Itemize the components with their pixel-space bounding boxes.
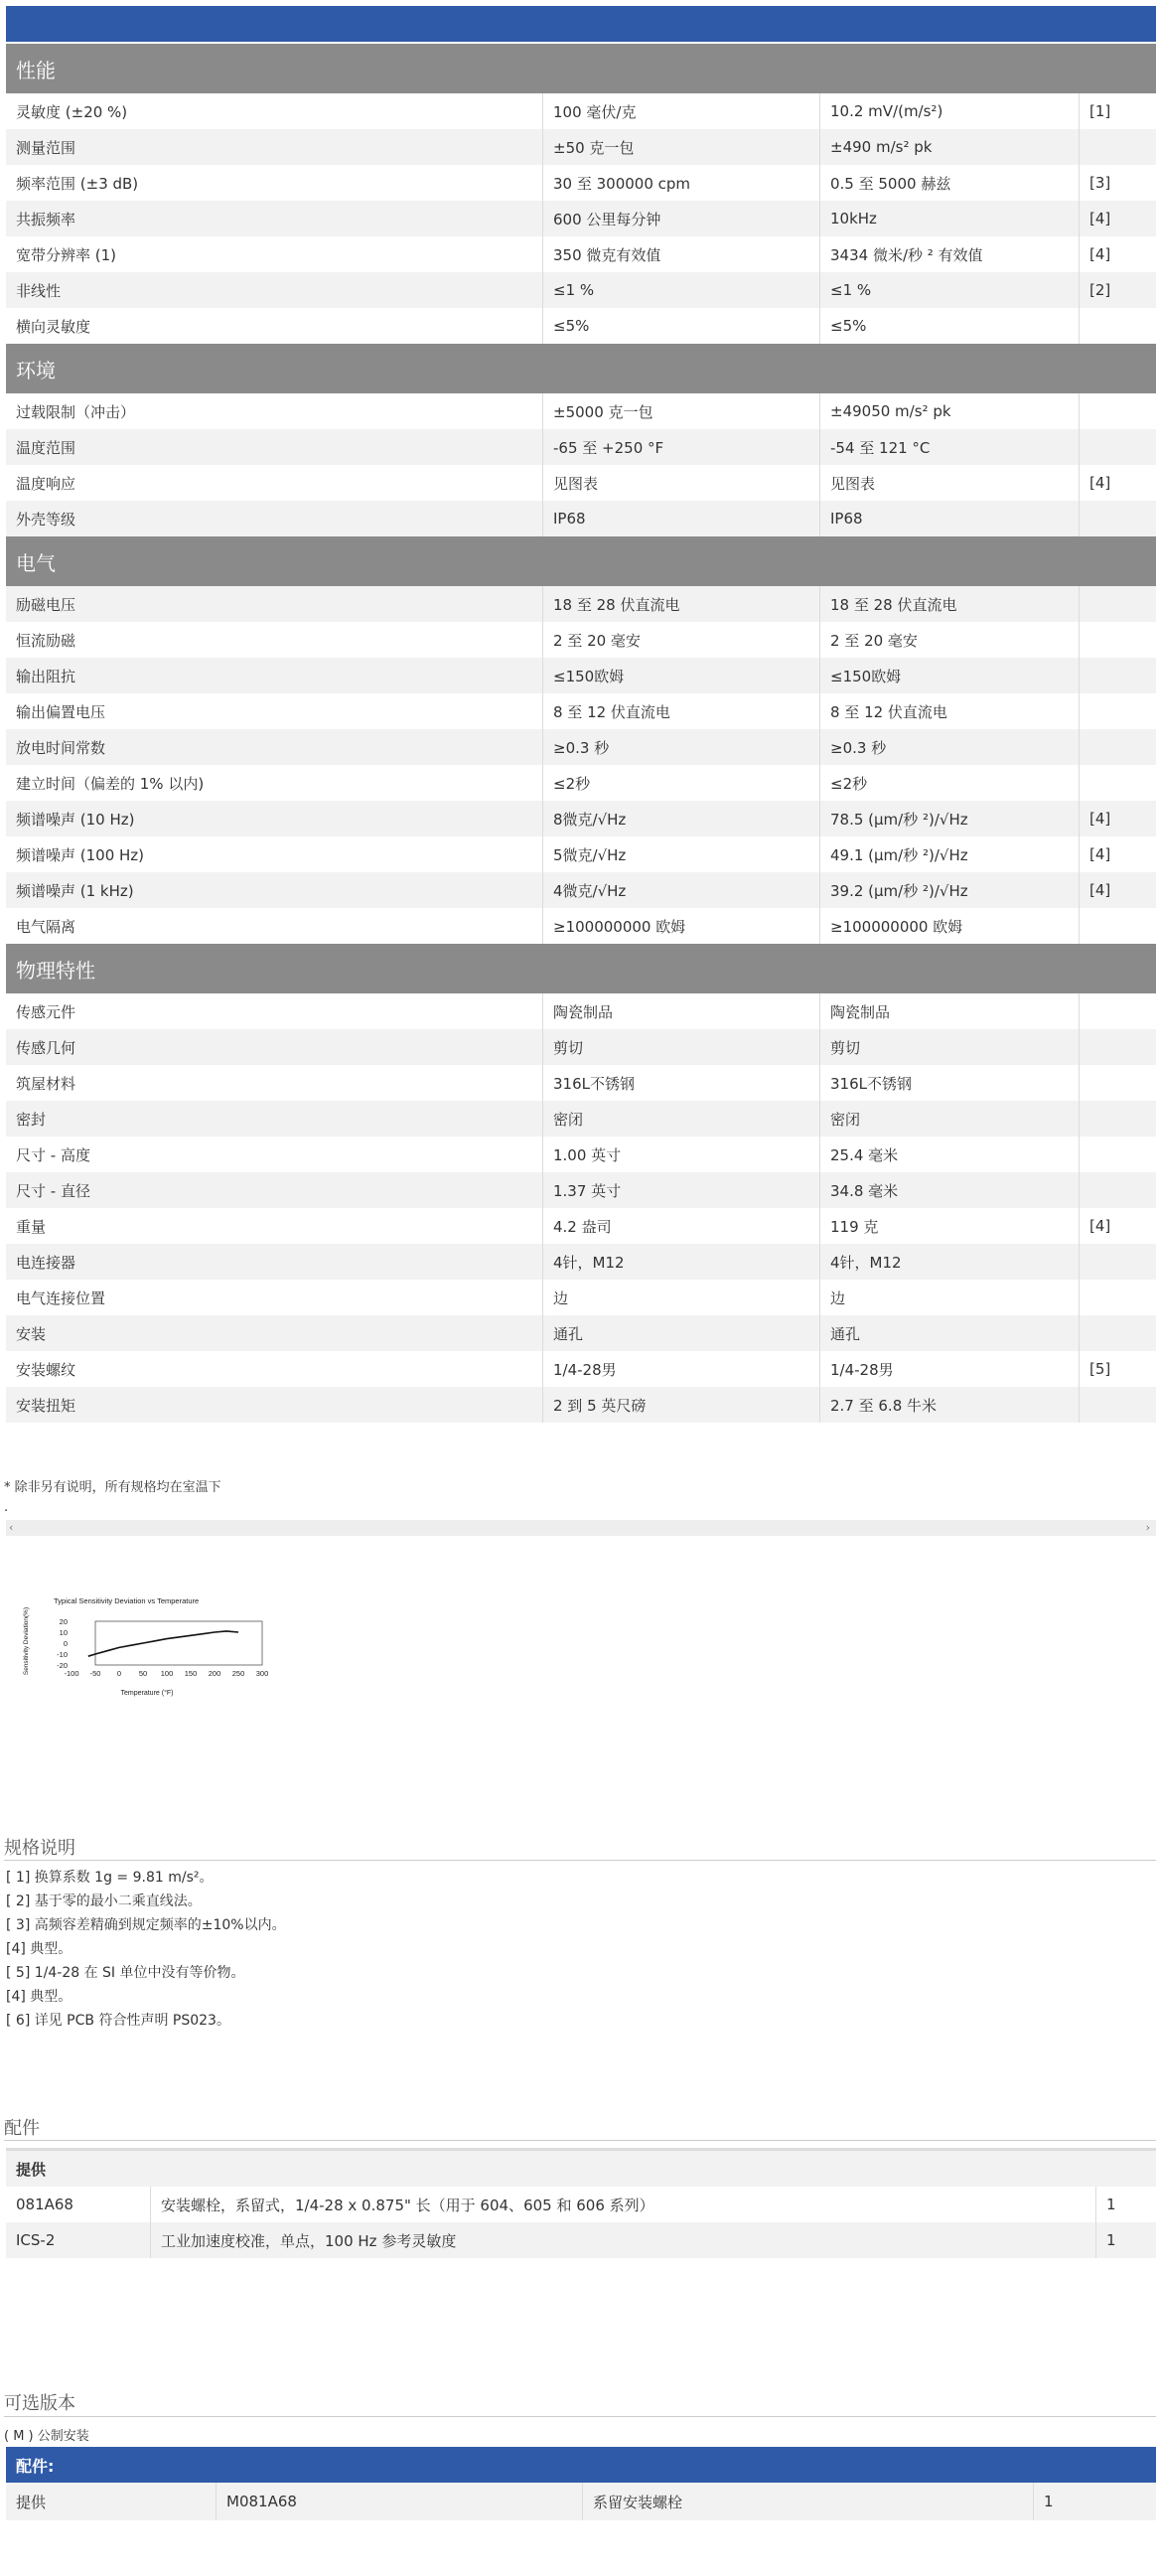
- spec-value-si: IP68: [820, 501, 1080, 536]
- part-number[interactable]: 081A68: [6, 2187, 151, 2222]
- spec-value-si: 0.5 至 5000 赫兹: [820, 165, 1080, 201]
- table-row: [6, 129, 1156, 165]
- table-row: [6, 1172, 1156, 1208]
- note-item: [4] 典型。: [6, 1941, 72, 1957]
- spec-value-si: 密闭: [820, 1101, 1080, 1136]
- part-description: 工业加速度校准，单点，100 Hz 参考灵敏度: [151, 2222, 1096, 2258]
- note-item: [ 5] 1/4-28 在 SI 单位中没有等价物。: [6, 1965, 245, 1981]
- spec-value-si: 2.7 至 6.8 牛米: [820, 1387, 1080, 1423]
- spec-label: 宽带分辨率 (1): [6, 236, 543, 272]
- section-title: 电气: [6, 536, 1156, 586]
- note-item: [ 6] 详见 PCB 符合性声明 PS023。: [6, 2013, 230, 2029]
- table-row: [6, 165, 1156, 201]
- y-tick-label: 10: [59, 1628, 68, 1637]
- spec-note-ref: [4]: [1080, 201, 1157, 236]
- spec-value-si: 119 克: [820, 1208, 1080, 1244]
- spec-value-si: -54 至 121 °C: [820, 429, 1080, 465]
- spec-value-si: 49.1 (μm/秒 ²)/√Hz: [820, 836, 1080, 872]
- temperature-chart: [14, 1590, 282, 1729]
- spec-note-ref: [1080, 1029, 1157, 1065]
- spec-value-imperial: 2 到 5 英尺磅: [543, 1387, 820, 1423]
- spec-note-ref: [1]: [1080, 93, 1157, 129]
- spec-value-imperial: 4.2 盎司: [543, 1208, 820, 1244]
- table-row: [6, 236, 1156, 272]
- table-row: [6, 836, 1156, 872]
- spec-note-ref: [1080, 393, 1157, 429]
- section-header: [6, 944, 1156, 993]
- accessories-table: [6, 2148, 1156, 2258]
- option-description: 系留安装螺栓: [583, 2483, 1034, 2520]
- x-tick-label: 300: [255, 1669, 269, 1678]
- y-axis-label: Sensitivity Deviation(%): [23, 1606, 30, 1676]
- spec-value-imperial: 30 至 300000 cpm: [543, 165, 820, 201]
- top-accent-bar: [6, 6, 1156, 42]
- part-qty: 1: [1096, 2187, 1157, 2222]
- spec-value-imperial: IP68: [543, 501, 820, 536]
- section-header: [6, 536, 1156, 586]
- spec-label: 温度响应: [6, 465, 543, 501]
- option-part-number[interactable]: M081A68: [217, 2483, 583, 2520]
- table-row: [6, 801, 1156, 836]
- x-tick-label: -100: [64, 1669, 79, 1678]
- spec-note-ref: [4]: [1080, 872, 1157, 908]
- spec-label: 传感几何: [6, 1029, 543, 1065]
- spec-value-si: 34.8 毫米: [820, 1172, 1080, 1208]
- spec-label: 灵敏度 (±20 %): [6, 93, 543, 129]
- spec-value-imperial: 2 至 20 毫安: [543, 622, 820, 658]
- spec-label: 频谱噪声 (10 Hz): [6, 801, 543, 836]
- section-title: 环境: [6, 344, 1156, 393]
- spec-note-ref: [1080, 729, 1157, 765]
- spec-value-si: 10kHz: [820, 201, 1080, 236]
- table-row: [6, 501, 1156, 536]
- spec-note-ref: [1080, 1101, 1157, 1136]
- table-row: [6, 308, 1156, 344]
- spec-note-ref: [4]: [1080, 836, 1157, 872]
- y-tick-label: 20: [59, 1617, 68, 1626]
- spec-value-imperial: 8 至 12 伏直流电: [543, 693, 820, 729]
- note-item: [ 2] 基于零的最小二乘直线法。: [6, 1894, 202, 1909]
- note-item: [ 1] 换算系数 1g = 9.81 m/s²。: [6, 1870, 214, 1886]
- spec-value-si: 25.4 毫米: [820, 1136, 1080, 1172]
- spec-value-si: 39.2 (μm/秒 ²)/√Hz: [820, 872, 1080, 908]
- section-title: 物理特性: [6, 944, 1156, 993]
- spec-value-imperial: 见图表: [543, 465, 820, 501]
- spec-label: 筑屋材料: [6, 1065, 543, 1101]
- table-row: [6, 393, 1156, 429]
- x-axis-label: Temperature (°F): [120, 1690, 174, 1697]
- spec-note-ref: [1080, 1136, 1157, 1172]
- option-cell: 提供: [6, 2483, 217, 2520]
- spec-value-si: 316L不锈钢: [820, 1065, 1080, 1101]
- spec-label: 传感元件: [6, 993, 543, 1029]
- spec-value-imperial: 陶瓷制品: [543, 993, 820, 1029]
- note-item: [ 3] 高频容差精确到规定频率的±10%以内。: [6, 1917, 286, 1933]
- spec-note-ref: [5]: [1080, 1351, 1157, 1387]
- table-row: [6, 1208, 1156, 1244]
- table-row: [6, 1387, 1156, 1423]
- spec-value-imperial: 18 至 28 伏直流电: [543, 586, 820, 622]
- spec-label: 横向灵敏度: [6, 308, 543, 344]
- spec-label: 安装: [6, 1315, 543, 1351]
- options-table: [6, 2447, 1156, 2520]
- table-row: [6, 693, 1156, 729]
- spec-note-ref: [1080, 993, 1157, 1029]
- table-row: [6, 1029, 1156, 1065]
- spec-note-ref: [1080, 693, 1157, 729]
- divider: [4, 2140, 1156, 2141]
- spec-note-ref: [1080, 908, 1157, 944]
- x-tick-label: 0: [116, 1669, 122, 1678]
- spec-note-ref: [1080, 129, 1157, 165]
- spec-value-imperial: 1.00 英寸: [543, 1136, 820, 1172]
- divider: [4, 2416, 1156, 2417]
- spec-value-si: 剪切: [820, 1029, 1080, 1065]
- option-qty: 1: [1034, 2483, 1157, 2520]
- spec-label: 安装螺纹: [6, 1351, 543, 1387]
- spec-value-si: 通孔: [820, 1315, 1080, 1351]
- spec-note-ref: [1080, 429, 1157, 465]
- part-description: 安装螺栓，系留式，1/4-28 x 0.875" 长（用于 604、605 和 606 系列）: [151, 2187, 1096, 2222]
- spec-value-si: 边: [820, 1280, 1080, 1315]
- spec-value-imperial: 1/4-28男: [543, 1351, 820, 1387]
- spec-value-imperial: 350 微克有效值: [543, 236, 820, 272]
- spec-label: 频率范围 (±3 dB): [6, 165, 543, 201]
- table-row: [6, 93, 1156, 129]
- spec-value-imperial: 剪切: [543, 1029, 820, 1065]
- spec-label: 密封: [6, 1101, 543, 1136]
- spec-notes-title: 规格说明: [4, 1838, 75, 1859]
- spec-value-imperial: ≤150欧姆: [543, 658, 820, 693]
- spec-label: 建立时间（偏差的 1% 以内): [6, 765, 543, 801]
- spec-note-ref: [2]: [1080, 272, 1157, 308]
- table-row: [6, 1315, 1156, 1351]
- table-row: [6, 993, 1156, 1029]
- spec-label: 共振频率: [6, 201, 543, 236]
- note-item: [4] 典型。: [6, 1989, 72, 2005]
- y-tick-label: -10: [57, 1650, 68, 1659]
- x-tick-label: 200: [208, 1669, 221, 1678]
- horizontal-scrollbar[interactable]: [6, 1520, 1156, 1536]
- spec-value-imperial: ≤2秒: [543, 765, 820, 801]
- spec-value-si: 3434 微米/秒 ² 有效值: [820, 236, 1080, 272]
- table-row: [6, 1101, 1156, 1136]
- table-row: [6, 729, 1156, 765]
- table-row: [6, 2222, 1156, 2258]
- options-header: 配件:: [6, 2447, 1156, 2483]
- x-tick-label: 150: [184, 1669, 198, 1678]
- spec-note-ref: [1080, 501, 1157, 536]
- spec-value-si: ≤2秒: [820, 765, 1080, 801]
- footnote: * 除非另有说明，所有规格均在室温下: [4, 1480, 221, 1495]
- spec-value-si: 陶瓷制品: [820, 993, 1080, 1029]
- x-tick-label: 100: [160, 1669, 174, 1678]
- spec-value-imperial: 1.37 英寸: [543, 1172, 820, 1208]
- spec-note-ref: [1080, 1065, 1157, 1101]
- spec-note-ref: [1080, 1244, 1157, 1280]
- table-row: [6, 1244, 1156, 1280]
- spec-note-ref: [1080, 1172, 1157, 1208]
- spec-label: 电气连接位置: [6, 1280, 543, 1315]
- spec-value-imperial: -65 至 +250 °F: [543, 429, 820, 465]
- options-subtitle: ( M ) 公制安装: [4, 2429, 89, 2444]
- spec-note-ref: [1080, 622, 1157, 658]
- accessories-header: 提供: [6, 2150, 1156, 2188]
- spec-value-si: ≥0.3 秒: [820, 729, 1080, 765]
- spec-label: 非线性: [6, 272, 543, 308]
- spec-value-imperial: 316L不锈钢: [543, 1065, 820, 1101]
- table-row: [6, 1065, 1156, 1101]
- spec-label: 电气隔离: [6, 908, 543, 944]
- dot-marker: .: [4, 1500, 9, 1515]
- spec-value-imperial: 边: [543, 1280, 820, 1315]
- spec-label: 尺寸 - 直径: [6, 1172, 543, 1208]
- spec-label: 放电时间常数: [6, 729, 543, 765]
- spec-value-si: 见图表: [820, 465, 1080, 501]
- spec-label: 尺寸 - 高度: [6, 1136, 543, 1172]
- table-row: [6, 872, 1156, 908]
- spec-note-ref: [1080, 658, 1157, 693]
- accessories-title: 配件: [4, 2118, 40, 2139]
- spec-value-imperial: 4针，M12: [543, 1244, 820, 1280]
- table-row: [6, 908, 1156, 944]
- spec-value-imperial: ≤1 %: [543, 272, 820, 308]
- spec-value-si: 18 至 28 伏直流电: [820, 586, 1080, 622]
- spec-label: 恒流励磁: [6, 622, 543, 658]
- divider: [4, 1860, 1156, 1861]
- spec-value-si: 8 至 12 伏直流电: [820, 693, 1080, 729]
- y-tick-label: 0: [63, 1639, 68, 1648]
- spec-value-si: ≥100000000 欧姆: [820, 908, 1080, 944]
- spec-value-imperial: ±5000 克一包: [543, 393, 820, 429]
- spec-value-imperial: ≥0.3 秒: [543, 729, 820, 765]
- spec-label: 频谱噪声 (1 kHz): [6, 872, 543, 908]
- series-line: [88, 1631, 238, 1656]
- table-row: [6, 1136, 1156, 1172]
- scroll-left-icon[interactable]: ‹: [9, 1521, 14, 1534]
- spec-value-imperial: ≥100000000 欧姆: [543, 908, 820, 944]
- spec-value-imperial: ±50 克一包: [543, 129, 820, 165]
- spec-value-si: 1/4-28男: [820, 1351, 1080, 1387]
- spec-note-ref: [4]: [1080, 1208, 1157, 1244]
- spec-label: 输出阻抗: [6, 658, 543, 693]
- spec-value-si: 4针，M12: [820, 1244, 1080, 1280]
- table-row: [6, 765, 1156, 801]
- table-row: [6, 586, 1156, 622]
- spec-label: 过载限制（冲击）: [6, 393, 543, 429]
- part-number[interactable]: ICS-2: [6, 2222, 151, 2258]
- y-tick-label: -20: [57, 1661, 68, 1670]
- spec-value-imperial: 8微克/√Hz: [543, 801, 820, 836]
- spec-value-imperial: ≤5%: [543, 308, 820, 344]
- spec-value-imperial: 100 毫伏/克: [543, 93, 820, 129]
- spec-value-si: ≤5%: [820, 308, 1080, 344]
- spec-table: [6, 44, 1156, 1423]
- table-row: [6, 2483, 1156, 2520]
- spec-value-imperial: 4微克/√Hz: [543, 872, 820, 908]
- spec-label: 频谱噪声 (100 Hz): [6, 836, 543, 872]
- spec-value-si: 2 至 20 毫安: [820, 622, 1080, 658]
- spec-note-ref: [1080, 765, 1157, 801]
- spec-note-ref: [1080, 1315, 1157, 1351]
- table-row: [6, 429, 1156, 465]
- spec-value-si: ±49050 m/s² pk: [820, 393, 1080, 429]
- table-row: [6, 658, 1156, 693]
- table-row: [6, 1351, 1156, 1387]
- spec-value-si: ≤1 %: [820, 272, 1080, 308]
- spec-label: 重量: [6, 1208, 543, 1244]
- spec-label: 励磁电压: [6, 586, 543, 622]
- spec-value-imperial: 600 公里每分钟: [543, 201, 820, 236]
- section-header: [6, 344, 1156, 393]
- spec-note-ref: [1080, 586, 1157, 622]
- spec-value-imperial: 5微克/√Hz: [543, 836, 820, 872]
- spec-label: 温度范围: [6, 429, 543, 465]
- spec-notes-list: [6, 1866, 286, 2033]
- x-tick-label: 50: [138, 1669, 148, 1678]
- table-row: [6, 622, 1156, 658]
- spec-note-ref: [1080, 1387, 1157, 1423]
- spec-label: 外壳等级: [6, 501, 543, 536]
- plot-frame: [95, 1621, 262, 1665]
- scroll-right-icon[interactable]: ›: [1145, 1521, 1150, 1534]
- spec-value-imperial: 通孔: [543, 1315, 820, 1351]
- x-tick-label: -50: [89, 1669, 101, 1678]
- spec-value-si: 78.5 (μm/秒 ²)/√Hz: [820, 801, 1080, 836]
- table-row: [6, 465, 1156, 501]
- section-header: [6, 44, 1156, 93]
- spec-note-ref: [4]: [1080, 236, 1157, 272]
- section-title: 性能: [6, 44, 1156, 93]
- spec-label: 测量范围: [6, 129, 543, 165]
- spec-note-ref: [1080, 308, 1157, 344]
- x-tick-label: 250: [231, 1669, 245, 1678]
- spec-note-ref: [4]: [1080, 801, 1157, 836]
- spec-note-ref: [3]: [1080, 165, 1157, 201]
- spec-label: 安装扭矩: [6, 1387, 543, 1423]
- spec-value-si: ≤150欧姆: [820, 658, 1080, 693]
- table-row: [6, 2187, 1156, 2222]
- chart-title: Typical Sensitivity Deviation vs Temperature: [54, 1596, 200, 1605]
- part-qty: 1: [1096, 2222, 1157, 2258]
- table-row: [6, 1280, 1156, 1315]
- spec-note-ref: [4]: [1080, 465, 1157, 501]
- table-row: [6, 201, 1156, 236]
- spec-value-si: ±490 m/s² pk: [820, 129, 1080, 165]
- spec-label: 输出偏置电压: [6, 693, 543, 729]
- spec-label: 电连接器: [6, 1244, 543, 1280]
- table-row: [6, 272, 1156, 308]
- options-title: 可选版本: [4, 2393, 75, 2414]
- spec-note-ref: [1080, 1280, 1157, 1315]
- spec-value-si: 10.2 mV/(m/s²): [820, 93, 1080, 129]
- spec-value-imperial: 密闭: [543, 1101, 820, 1136]
